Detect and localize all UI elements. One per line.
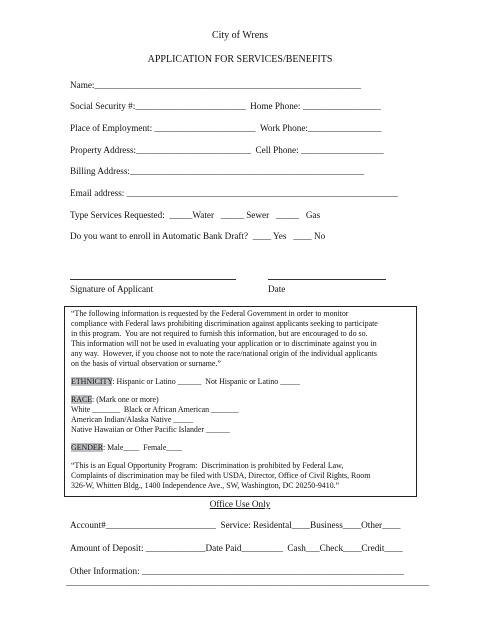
billing-address-field[interactable]: Billing Address:___________________________________________________: [70, 166, 365, 176]
eop-line: Complaints of discrimination may be filed with USDA, Director, Office of Civil Rights, Room: [71, 471, 371, 480]
deposit-payment-field[interactable]: Amount of Deposit: _____________Date Paid_________ Cash___Check____Credit____: [70, 543, 403, 553]
applicant-signature-label: Signature of Applicant: [70, 284, 154, 294]
gender-label: GENDER: [71, 443, 103, 452]
office-use-heading: Office Use Only: [209, 499, 271, 509]
gender-row[interactable]: [71, 443, 182, 453]
date-signature-line[interactable]: [268, 279, 386, 280]
name-field[interactable]: Name:__________________________________________________________: [70, 80, 361, 90]
notice-line: on the basis of virtual observation or surname.”: [71, 359, 221, 368]
account-service-field[interactable]: Account#________________________ Service: Residental____Business____Other____: [70, 520, 401, 530]
ethnicity-row[interactable]: [71, 377, 300, 387]
notice-line: This information will not be used in evaluating your application or to discriminate against you in: [71, 339, 377, 348]
eop-line: 326-W, Whitten Bldg., 1400 Independence Ave., SW, Washington, DC 20250-9410.”: [71, 481, 340, 490]
eop-line: “This is an Equal Opportunity Program: Discrimination is prohibited by Federal Law,: [71, 461, 344, 470]
gender-options[interactable]: : Male____ Female____: [103, 443, 183, 452]
email-field[interactable]: Email address: ___________________________________________________________: [70, 188, 398, 198]
date-label: Date: [268, 284, 286, 294]
race-option-line[interactable]: Native Hawaiian or Other Pacific Islander ______: [71, 425, 230, 434]
ethnicity-label: ETHNICITY: [71, 377, 113, 386]
notice-line: in this program. You are not required to furnish this information, but are encouraged to do so.: [71, 329, 368, 338]
notice-line: any way. However, if you choose not to note the race/national origin of the individual applicants: [71, 349, 377, 358]
race-option-line[interactable]: White _______ Black or African American _______: [71, 405, 239, 414]
ethnicity-options[interactable]: : Hispanic or Latino ______ Not Hispanic or Latino _____: [112, 377, 300, 386]
ssn-home-phone-field[interactable]: Social Security #:________________________ Home Phone: _________________: [70, 101, 381, 111]
notice-line: “The following information is requested by the Federal Government in order to monitor: [71, 309, 349, 318]
race-note: : (Mark one or more): [92, 395, 159, 404]
race-row: [71, 395, 159, 405]
city-name: City of Wrens: [211, 30, 269, 41]
notice-line: compliance with Federal laws prohibiting discrimination against applicants seeking to participate: [71, 319, 378, 328]
federal-notice-box: [64, 306, 417, 497]
form-title: APPLICATION FOR SERVICES/BENEFITS: [147, 54, 333, 65]
services-requested-field[interactable]: Type Services Requested: _____Water _____ Sewer _____ Gas: [70, 210, 321, 220]
bank-draft-field[interactable]: Do you want to enroll in Automatic Bank Draft? ____ Yes ____ No: [70, 231, 326, 241]
other-information-continuation[interactable]: _______________________________________________________________________________: [66, 577, 429, 587]
other-information-field[interactable]: Other Information: _________________________________________________________: [70, 566, 404, 576]
race-label: RACE: [71, 395, 93, 404]
race-option-line[interactable]: American Indian/Alaska Native _____: [71, 415, 194, 424]
employment-work-phone-field[interactable]: Place of Employment: ______________________ Work Phone:________________: [70, 123, 382, 133]
property-cell-phone-field[interactable]: Property Address:_________________________ Cell Phone: __________________: [70, 145, 384, 155]
applicant-signature-line[interactable]: [70, 279, 236, 280]
